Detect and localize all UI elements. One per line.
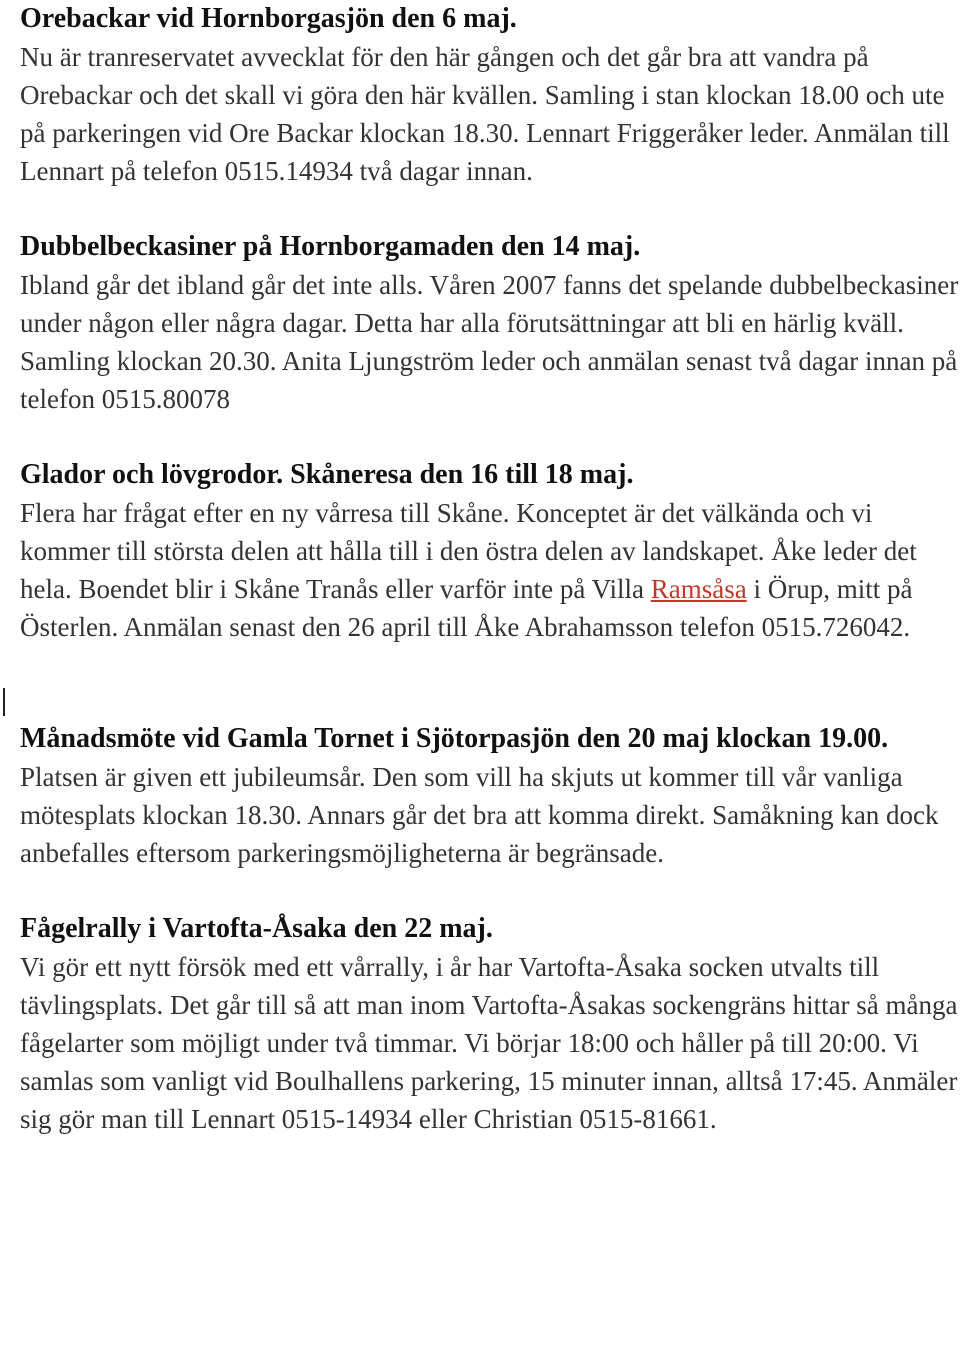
section-spacer xyxy=(20,646,960,720)
revision-bar xyxy=(3,688,5,716)
section-spacer xyxy=(20,872,960,910)
section-dubbelbeckasiner xyxy=(20,228,960,418)
body-text-after-link: i Örup, mitt på Österlen. Anmälan senast den 26 april till Åke Abrahamsson telefon 0515.726042. xyxy=(20,574,913,642)
section-heading: Fågelrally i Vartofta-Åsaka den 22 maj. xyxy=(20,913,493,944)
section-spacer xyxy=(20,190,960,228)
body-text-before-link: Flera har frågat efter en ny vårresa till Skåne. Konceptet är det välkända och vi kommer till största delen att hålla till i den östra delen av landskapet. Åke leder det hela. Boendet blir i Skåne Tranås eller varför inte på Villa xyxy=(20,498,917,604)
section-body xyxy=(20,494,960,646)
section-body: Nu är tranreservatet avvecklat för den här gången och det går bra att vandra på Orebackar och det skall vi göra den här kvällen. Samling i stan klockan 18.00 och ute på parkeringen vid Ore Backar klockan 18.30. Lennart Friggeråker leder. Anmälan till Lennart på telefon 0515.14934 två dagar innan. xyxy=(20,42,950,186)
section-spacer xyxy=(20,418,960,456)
section-orebackar xyxy=(20,0,960,190)
section-body: Platsen är given ett jubileumsår. Den som vill ha skjuts ut kommer till vår vanliga mötesplats klockan 18.30. Annars går det bra att komma direkt. Samåkning kan dock anbefalles eftersom parkeringsmöjligheterna är begränsade. xyxy=(20,762,939,868)
section-heading: Dubbelbeckasiner på Hornborgamaden den 14 maj. xyxy=(20,231,641,262)
section-fagelrally xyxy=(20,910,960,1138)
section-manadsmote xyxy=(20,720,960,872)
ramsasa-link[interactable]: Ramsåsa xyxy=(650,574,747,604)
section-heading: Orebackar vid Hornborgasjön den 6 maj. xyxy=(20,3,517,34)
document-page xyxy=(20,0,960,1138)
section-body: Ibland går det ibland går det inte alls. Våren 2007 fanns det spelande dubbelbeckasiner under någon eller några dagar. Detta har alla förutsättningar att bli en härlig kväll. Samling klockan 20.30. Anita Ljungström leder och anmälan senast två dagar innan på telefon 0515.80078 xyxy=(20,270,959,414)
section-body: Vi gör ett nytt försök med ett vårrally, i år har Vartofta-Åsaka socken utvalts till tävlingsplats. Det går till så att man inom Vartofta-Åsakas sockengräns hittar så många fågelarter som möjligt under två timmar. Vi börjar 18:00 och håller på till 20:00. Vi samlas som vanligt vid Boulhallens parkering, 15 minuter innan, alltså 17:45. Anmäler sig gör man till Lennart 0515-14934 eller Christian 0515-81661. xyxy=(20,952,958,1134)
section-heading: Glador och lövgrodor. Skåneresa den 16 till 18 maj. xyxy=(20,459,634,490)
section-skaneresa xyxy=(20,456,960,646)
section-heading: Månadsmöte vid Gamla Tornet i Sjötorpasjön den 20 maj klockan 19.00. xyxy=(20,723,889,754)
